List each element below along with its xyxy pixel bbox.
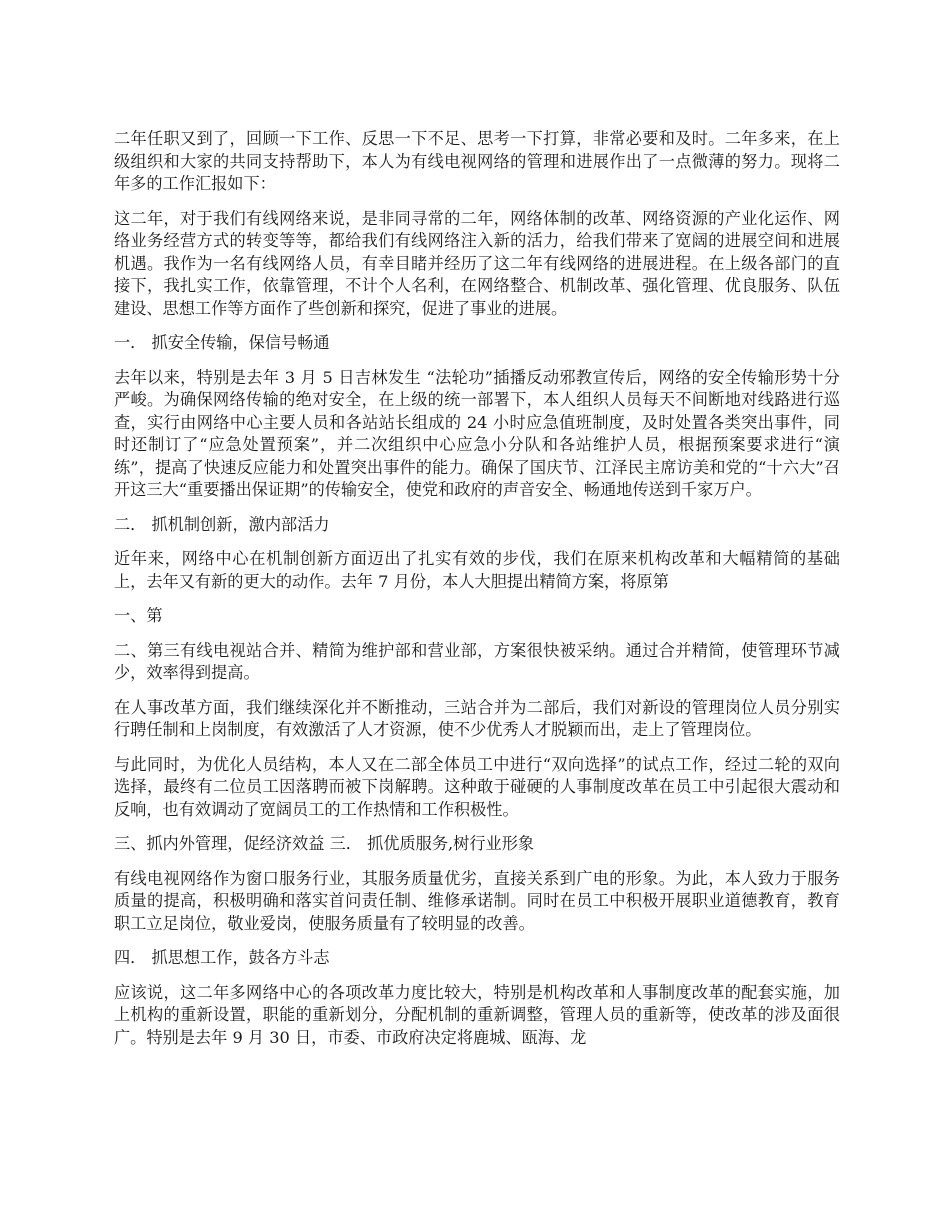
document-page [114, 128, 840, 1061]
section-2-paragraph-3: 在人事改革方面，我们继续深化并不断推动，三站合并为二部后，我们对新设的管理岗位人员分别实行聘任制和上岗制度，有效激活了人才资源，使不少优秀人才脱颖而出，走上了管理岗位。 [114, 697, 840, 739]
section-4-paragraph: 应该说，这二年多网络中心的各项改革力度比较大，特别是机构改革和人事制度改革的配套实施，加上机构的重新设置，职能的重新划分，分配机制的重新调整，管理人员的重新等，使改革的涉及面很广。特别是去年 9 月 30 日，市委、市政府决定将鹿城、瓯海、龙 [114, 982, 840, 1047]
section-2-paragraph-4: 与此同时，为优化人员结构，本人又在二部全体员工中进行“双向选择”的试点工作，经过二轮的双向选择，最终有二位员工因落聘而被下岗解聘。这种敢于碰硬的人事制度改革在员工中引起很大震动和反响，也有效调动了宽阔员工的工作热情和工作积极性。 [114, 754, 840, 819]
section-heading-2: 二． 抓机制创新，激内部活力 [114, 514, 330, 534]
section-2-paragraph-2: 二、第三有线电视站合并、精简为维护部和营业部，方案很快被采纳。通过合并精简，使管理环节减少，效率得到提高。 [114, 640, 840, 682]
intro-paragraph: 二年任职又到了，回顾一下工作、反思一下不足、思考一下打算，非常必要和及时。二年多来，在上级组织和大家的共同支持帮助下，本人为有线电视网络的管理和进展作出了一点微薄的努力。现将二年多的工作汇报如下： [114, 129, 840, 193]
section-heading-3: 三、抓内外管理，促经济效益 三． 抓优质服务,树行业形象 [114, 834, 535, 853]
section-heading-4: 四． 抓思想工作，鼓各方斗志 [114, 948, 330, 967]
section-3-paragraph: 有线电视网络作为窗口服务行业，其服务质量优劣，直接关系到广电的形象。为此，本人致力于服务质量的提高，积极明确和落实首问责任制、维修承诺制。同时在员工中积极开展职业道德教育，教育职工立足岗位，敬业爱岗，使服务质量有了较明显的改善。 [114, 868, 840, 933]
section-1-paragraph: 去年以来，特别是去年 3 月 5 日吉林发生 “法轮功”插播反动邪教宣传后，网络的安全传输形势十分严峻。为确保网络传输的绝对安全，在上级的统一部署下，本人组织人员每天不间断地对线路进行巡查，实行由网络中心主要人员和各站站长组成的 24 小时应急值班制度，及时处置各类突出事件，同时还制订了“应急处置预案”，并二次组织中心应急小分队和各站维护人员，根据预案要求进行“演练”，提高了快速反应能力和处置突出事件的能力。确保了国庆节、江泽民主席访美和党的“十六大”召开这三大“重要播出保证期”的传输安全，使党和政府的声音安全、畅通地传送到千家万户。 [114, 367, 840, 499]
overview-paragraph: 这二年，对于我们有线网络来说，是非同寻常的二年，网络体制的改革、网络资源的产业化运作、网络业务经营方式的转变等等，都给我们有线网络注入新的活力，给我们带来了宽阔的进展空间和进展机遇。我作为一名有线网络人员，有幸目睹并经历了这二年有线网络的进展进程。在上级各部门的直接下，我扎实工作，依靠管理，不计个人名利，在网络整合、机制改革、强化管理、优良服务、队伍建设、思想工作等方面作了些创新和探究，促进了事业的进展。 [114, 208, 840, 318]
section-heading-1: 一． 抓安全传输，保信号畅通 [114, 333, 330, 352]
section-2-fragment: 一、第 [114, 606, 163, 625]
section-2-paragraph-1: 近年来，网络中心在机制创新方面迈出了扎实有效的步伐，我们在原来机构改革和大幅精简的基础上，去年又有新的更大的动作。去年 7 月份，本人大胆提出精简方案，将原第 [114, 549, 840, 591]
